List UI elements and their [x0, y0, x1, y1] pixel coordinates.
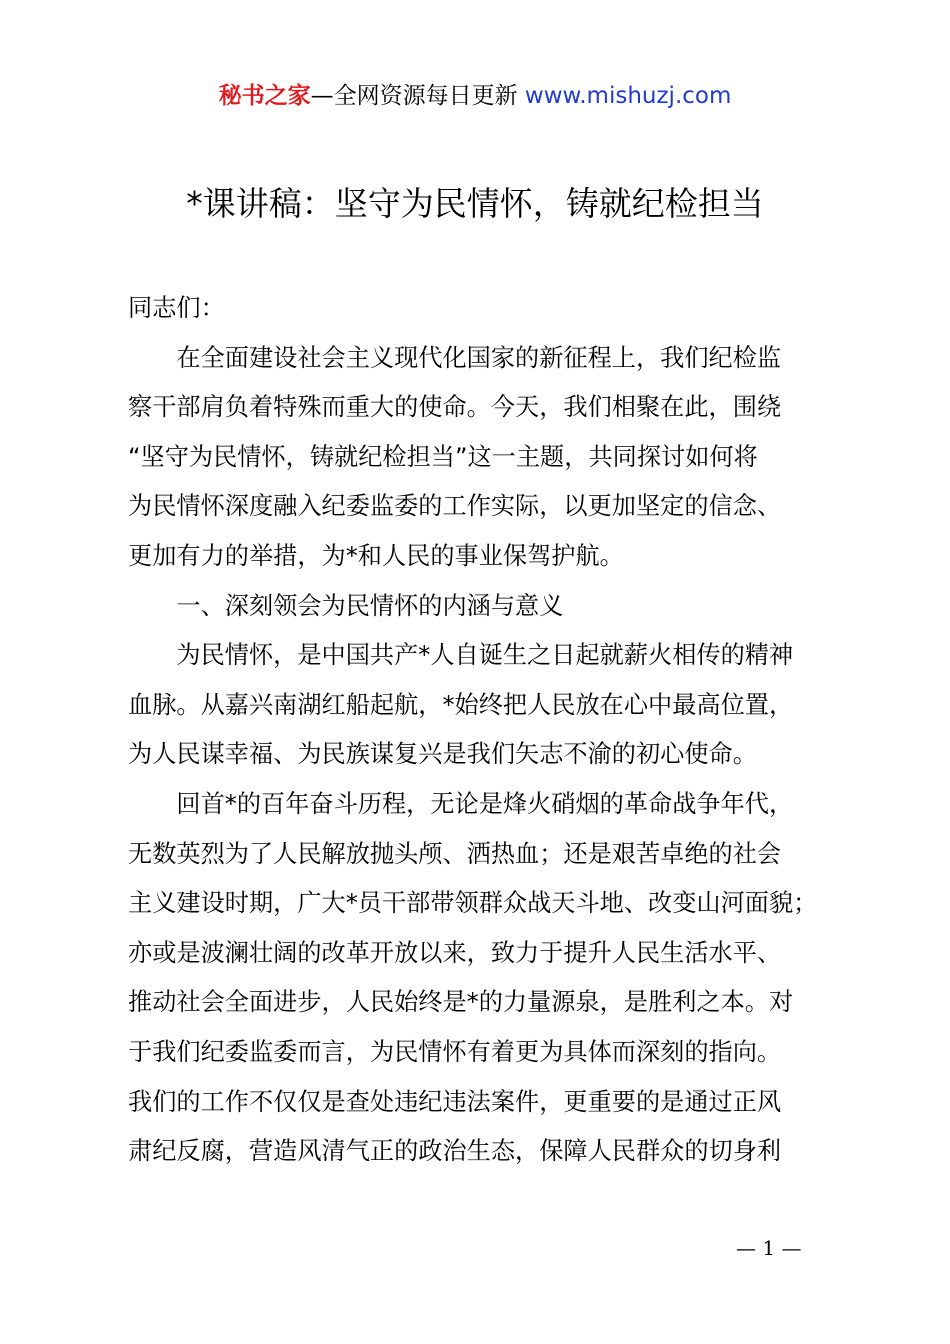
document-body — [128, 284, 828, 1177]
site-header — [0, 80, 950, 112]
section-heading-1 — [128, 582, 828, 632]
salutation: 同志们： — [128, 294, 225, 322]
text-line: 推动社会全面进步，人民始终是*的力量源泉，是胜利之本。对 — [128, 988, 794, 1017]
brand-name: 秘书之家 — [218, 83, 311, 109]
text-line: 无数英烈为了人民解放抛头颅、洒热血；还是艰苦卓绝的社会 — [128, 839, 782, 868]
text-line: 亦或是波澜壮阔的改革开放以来，致力于提升人民生活水平、 — [128, 938, 782, 967]
text-line: 我们的工作不仅仅是查处违纪违法案件，更重要的是通过正风 — [128, 1087, 782, 1116]
text-line: 为人民谋幸福、为民族谋复兴是我们矢志不渝的初心使命。 — [128, 740, 757, 769]
paragraph-spirit — [128, 631, 828, 780]
text-line: 更加有力的举措，为*和人民的事业保驾护航。 — [128, 541, 624, 570]
text-line: 察干部肩负着特殊而重大的使命。今天，我们相聚在此，围绕 — [128, 393, 782, 422]
text-line: 为民情怀深度融入纪委监委的工作实际，以更加坚定的信念、 — [128, 492, 782, 521]
text-line: “坚守为民情怀，铸就纪检担当”这一主题，共同探讨如何将 — [128, 442, 758, 471]
text-line: 血脉。从嘉兴南湖红船起航，*始终把人民放在心中最高位置， — [128, 690, 794, 719]
page-number: — 1 — — [736, 1236, 802, 1260]
site-url-link[interactable]: www.mishuzj.com — [524, 83, 732, 109]
paragraph-history — [128, 780, 828, 1177]
text-line: 肃纪反腐，营造风清气正的政治生态，保障人民群众的切身利 — [128, 1137, 782, 1166]
text-line: 在全面建设社会主义现代化国家的新征程上，我们纪检监 — [176, 343, 782, 372]
text-line: 于我们纪委监委而言，为民情怀有着更为具体而深刻的指向。 — [128, 1037, 782, 1066]
heading-line: 一、深刻领会为民情怀的内涵与意义 — [176, 591, 564, 620]
text-line: 回首*的百年奋斗历程，无论是烽火硝烟的革命战争年代， — [176, 789, 794, 818]
text-line: 主义建设时期，广大*员干部带领群众战天斗地、改变山河面貌； — [128, 889, 818, 918]
text-line: 为民情怀，是中国共产*人自诞生之日起就薪火相传的精神 — [176, 641, 794, 670]
paragraph-intro — [128, 334, 828, 582]
header-tagline: —全网资源每日更新 — [310, 83, 525, 109]
document-title: *课讲稿：坚守为民情怀，铸就纪检担当 — [186, 184, 764, 223]
